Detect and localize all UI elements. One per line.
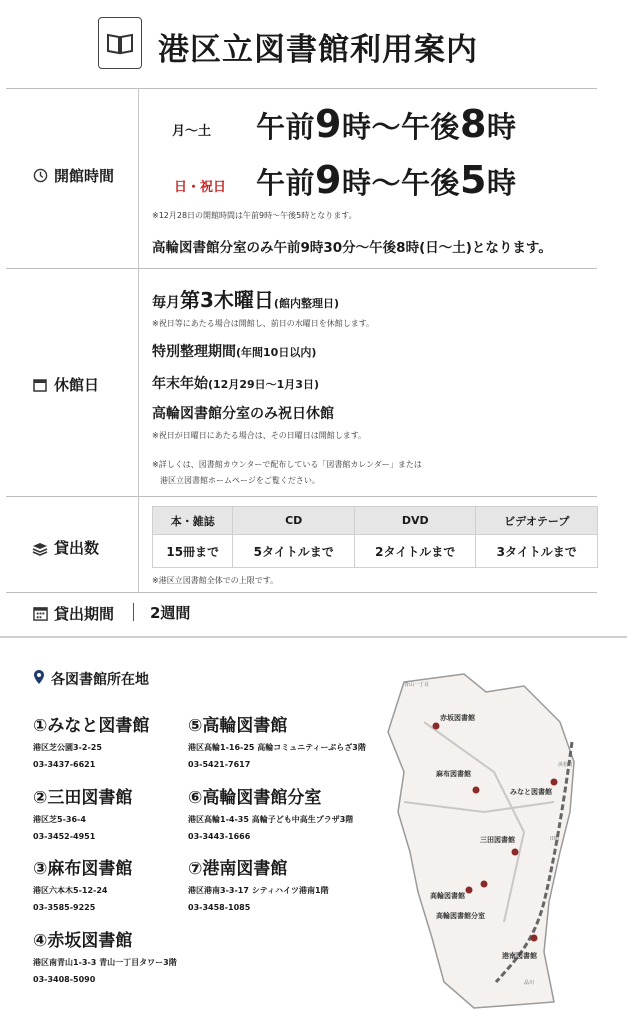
library-tel: 03-3458-1085: [188, 903, 251, 912]
closed-label: 休館日: [32, 374, 99, 395]
marker-takanawa: [466, 887, 473, 894]
column-header: ビデオテープ: [476, 507, 598, 535]
library-tel: 03-3585-9225: [33, 903, 96, 912]
calendar-grid-icon: [32, 606, 48, 622]
section-divider: [0, 636, 627, 638]
library-entry: [33, 926, 177, 984]
newyear-closed: 年末年始(12月29日～1月3日): [152, 376, 319, 392]
map-label: 麻布図書館: [436, 770, 471, 778]
detail-note: ※詳しくは、図書館カウンターで配布している「図書館カレンダー」または: [152, 460, 422, 469]
library-tel: 03-3408-5090: [33, 975, 96, 984]
monthly-closed: 毎月第3木曜日(館内整理日): [152, 288, 339, 312]
branch-closed-note: ※祝日が日曜日にあたる場合は、その日曜日は開館します。: [152, 431, 367, 440]
map-pin-icon: [33, 669, 45, 689]
library-name: ⑦港南図書館: [188, 859, 288, 879]
library-name: ③麻布図書館: [33, 859, 133, 879]
library-entry: [33, 854, 132, 912]
column-header: CD: [233, 507, 355, 535]
map-label: みなと図書館: [510, 788, 552, 796]
map-minor-label: 田町: [550, 836, 561, 842]
map-label: 赤坂図書館: [440, 714, 475, 722]
clock-icon: [32, 168, 48, 184]
detail-note: 港区立図書館ホームページをご覧ください。: [152, 476, 320, 485]
library-name: ④赤坂図書館: [33, 931, 133, 951]
column-divider: [138, 88, 139, 592]
map-minor-label: 浜松町: [558, 762, 574, 768]
library-address: 港区南青山1-3-3 青山一丁目タワー3階: [33, 958, 177, 967]
calendar-icon: [32, 377, 48, 393]
marker-mita: [512, 849, 519, 856]
marker-minato: [551, 779, 558, 786]
holiday-label: 日・祝日: [174, 180, 227, 195]
area-map: [374, 662, 600, 1014]
map-label: 三田図書館: [480, 836, 515, 844]
weekday-hours: 午前9時～午後8時: [256, 102, 517, 146]
library-name: ⑤高輪図書館: [188, 716, 288, 736]
loan-table: [152, 506, 598, 568]
library-tel: 03-5421-7617: [188, 760, 251, 769]
page-title: 港区立図書館利用案内: [158, 32, 478, 68]
map-minor-label: 青山一丁目: [404, 682, 430, 688]
holiday-hours: 午前9時～午後5時: [256, 158, 517, 202]
separator: [133, 603, 134, 621]
marker-konan: [531, 935, 538, 942]
divider: [6, 496, 597, 497]
period-label: 貸出期間: [32, 603, 114, 624]
library-address: 港区高輪1-4-35 高輪子ども中高生プラザ3階: [188, 815, 354, 824]
table-cell: 3タイトルまで: [476, 535, 598, 568]
period-value: 2週間: [150, 604, 191, 622]
library-entry: [188, 854, 329, 912]
table-cell: 5タイトルまで: [233, 535, 355, 568]
library-name: ①みなと図書館: [33, 716, 150, 736]
table-row: [153, 535, 598, 568]
map-label: 高輪図書館分室: [436, 912, 485, 920]
column-header: DVD: [354, 507, 476, 535]
marker-takanawa-branch: [481, 881, 488, 888]
locations-title: 各図書館所在地: [33, 669, 149, 689]
library-entry: [33, 783, 132, 841]
branch-closed: 高輪図書館分室のみ祝日休館: [152, 406, 334, 422]
library-tel: 03-3437-6621: [33, 760, 96, 769]
library-tel: 03-3443-1666: [188, 832, 251, 841]
special-period: 特別整理期間(年間10日以内): [152, 344, 317, 360]
loan-note: ※港区立図書館全体での上限です。: [152, 576, 279, 585]
library-address: 港区高輪1-16-25 高輪コミュニティーぷらざ3階: [188, 743, 366, 752]
monthly-note: ※祝日等にあたる場合は開館し、前日の水曜日を休館します。: [152, 319, 375, 328]
library-name: ②三田図書館: [33, 788, 133, 808]
library-address: 港区港南3-3-17 シティハイツ港南1階: [188, 886, 329, 895]
divider: [6, 88, 597, 89]
library-entry: [33, 711, 149, 769]
weekday-label: 月～土: [172, 124, 212, 139]
map-label: 高輪図書館: [430, 892, 465, 900]
book-icon: [98, 17, 142, 69]
column-header: 本・雑誌: [153, 507, 233, 535]
branch-hours-note: 高輪図書館分室のみ午前9時30分～午後8時(日～土)となります。: [152, 240, 552, 256]
marker-akasaka: [433, 723, 440, 730]
map-minor-label: 品川: [524, 980, 535, 986]
table-cell: 15冊まで: [153, 535, 233, 568]
library-tel: 03-3452-4951: [33, 832, 96, 841]
table-header-row: [153, 507, 598, 535]
divider: [6, 268, 597, 269]
library-name: ⑥高輪図書館分室: [188, 788, 322, 808]
loan-label: 貸出数: [32, 537, 99, 558]
map-label: 港南図書館: [502, 952, 537, 960]
table-cell: 2タイトルまで: [354, 535, 476, 568]
divider: [6, 592, 597, 593]
library-entry: [188, 711, 366, 769]
library-entry: [188, 783, 353, 841]
books-stack-icon: [32, 540, 48, 556]
marker-azabu: [473, 787, 480, 794]
hours-note: ※12月28日の開館時間は午前9時～午後5時となります。: [152, 211, 357, 220]
library-address: 港区芝5-36-4: [33, 815, 86, 824]
library-address: 港区芝公園3-2-25: [33, 743, 102, 752]
hours-label: 開館時間: [32, 165, 114, 186]
library-address: 港区六本木5-12-24: [33, 886, 108, 895]
